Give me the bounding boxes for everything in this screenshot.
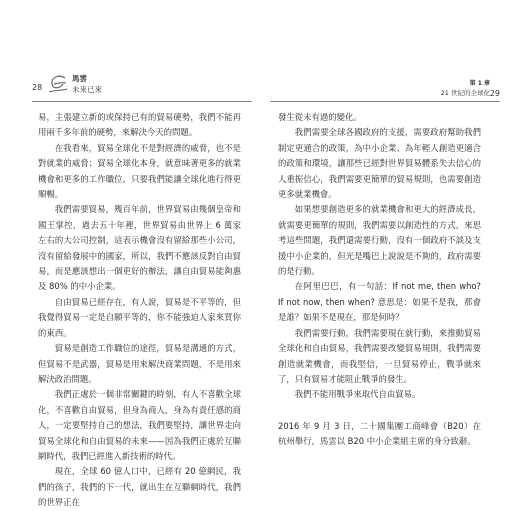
page-number-right: 29 — [489, 89, 500, 98]
paragraph: 貿易是創造工作職位的途徑，貿易是溝通的方式，但貿易不是武器，貿易是用來解決商業問題，不是用來解決政治問題。 — [38, 343, 241, 384]
paragraph: 我們需要行動，我們需要現在就行動，來推動貿易全球化和自由貿易，我們需要改變貿易規則，我們需要創造就業機會，而我堅信，一旦貿易停止，戰爭就來了，只有貿易才能阻止戰爭的發生。 — [278, 327, 481, 384]
left-page-header — [32, 70, 252, 104]
book-title: 未來已來 — [72, 85, 102, 94]
paragraph: 發生從未有過的變化。 — [278, 112, 362, 122]
paragraph: 我們不能用戰爭來取代自由貿易。 — [294, 389, 421, 400]
spacer — [278, 403, 481, 419]
paragraph: 如果想要創造更多的就業機會和更大的經濟成長，就需要更簡單的規則，我們需要以創造性的方式，來思考這些問題，我們還需要行動，沒有一個政府不談及支援中小企業的，但光是嘴巴上說說是不夠的，政府需要的是行動。 — [278, 204, 481, 277]
right-page-body — [278, 110, 481, 450]
paragraph: 我們正處於一個非常關鍵的時刻，有人不喜歡全球化，不喜歡自由貿易，但身為商人，身為有責任感的商人，一定要堅持自己的想法，我們要堅持，讓世界走向貿易全球化和自由貿易的未來——因為我們正處於互聯網時代，我們已經進入新技術的時代。 — [38, 389, 241, 461]
author-signature-logo-icon — [45, 72, 71, 98]
header-divider-left — [32, 101, 252, 102]
paragraph: 自由貿易已經存在，有人說，貿易是不平等的，但我覺得貿易一定是自願平等的，你不能強迫人家來買你的東西。 — [38, 296, 241, 338]
header-divider-right — [270, 101, 500, 102]
paragraph: 我們需要全球各國政府的支援，需要政府幫助我們制定更通合的政策，為中小企業、為年輕人創造更適合的政策和環境，讓那些已經對世界貿易體系失去信心的人重振信心，我們需要更簡單的貿易規則，也需要創造更多就業機會。 — [278, 127, 481, 200]
page-number-left: 28 — [32, 83, 43, 92]
paragraph: 易，主張建立新的或保持已有的貿易硬勢，我們不能再用兩千多年前的硬勢，來解決今天的問題。 — [38, 112, 241, 138]
paragraph: 我們需要貿易，幾百年前，世界貿易由幾個皇帝和國王掌控，過去五十年裡，世界貿易由世界上 6 萬家左右的大公司控制，這表示機會沒有留給那些小公司，沒有留給發展中的國家，所以，我們不應該反對自由貿易，而是應該想出一個更好的辦法，讓自由貿易能夠惠及 80% 的中小企業。 — [38, 204, 241, 292]
paragraph: 現在，全球 60 億人口中，已經有 20 億網民，我們的孩子，我們的下一代，就出生在互聯網時代，我們的世界正在 — [38, 466, 241, 508]
paragraph: 在我看來，貿易全球化不是對經濟的威脅，也不是對就業的威脅；貿易全球化本身，就意味著更多的就業機會和更多的工作職位，只要我們能讓全球化進行得更順暢。 — [38, 142, 241, 200]
part-label: 第 1 章 — [469, 80, 490, 87]
left-page-body — [38, 110, 241, 511]
author-name: 馬雲 — [72, 74, 87, 83]
source-note: 2016 年 9 月 3 日，二十國集團工商峰會（B20）在杭州舉行，馬雲以 B20 中小企業組主席的身分致辭。 — [278, 420, 481, 447]
paragraph: 在阿里巴巴，有一句話：If not me, then who? If not now, then when? 意思是：如果不是我，那會是誰？如果不是現在，那是何時？ — [278, 281, 481, 323]
chapter-title: 21 世紀的全球化 — [440, 89, 490, 97]
